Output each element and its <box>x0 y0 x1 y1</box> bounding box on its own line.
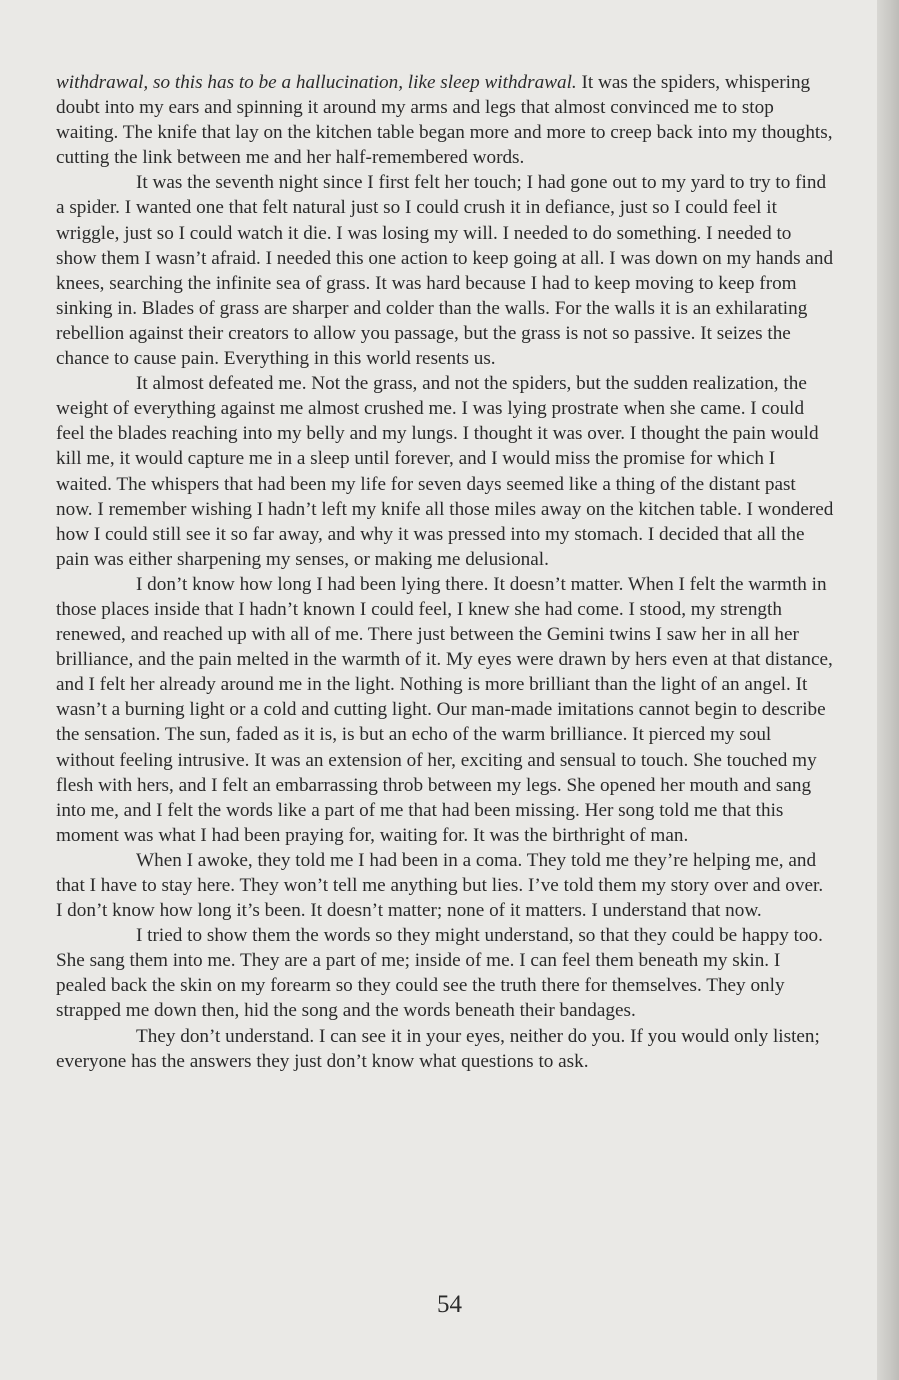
page-edge-shadow <box>877 0 899 1380</box>
body-text <box>56 70 834 1074</box>
italic-lead-text: withdrawal, so this has to be a hallucination, like sleep withdrawal. <box>56 72 577 93</box>
paragraph-4: I don’t know how long I had been lying there. It doesn’t matter. When I felt the warmth in those places inside that I hadn’t known I could feel, I knew she had come. I stood, my strength renewed, and reached up with all of me. There just between the Gemini twins I saw her in all her brilliance, and the pain melted in the warmth of it. My eyes were drawn by hers even at that distance, and I felt her already around me in the light. Nothing is more brilliant than the light of an angel. It wasn’t a burning light or a cold and cutting light. Our man-made imitations cannot begin to describe the sensation. The sun, faded as it is, is but an echo of the warm brilliance. It pierced my soul without feeling intrusive. It was an extension of her, exciting and sensual to touch. She touched my flesh with hers, and I felt an embarrassing throb between my legs. She opened her mouth and sang into me, and I felt the words like a part of me that had been missing. Her song told me that this moment was what I had been praying for, waiting for. It was the birthright of man. <box>56 573 833 846</box>
paragraph-1 <box>56 70 834 170</box>
paragraph-2: It was the seventh night since I first felt her touch; I had gone out to my yard to try to find a spider. I wanted one that felt natural just so I could crush it in defiance, just so I could feel it wriggle, just so I could watch it die. I was losing my will. I needed to do something. I needed to show them I wasn’t afraid. I needed this one action to keep going at all. I was down on my hands and knees, searching the infinite sea of grass. It was hard because I had to keep moving to keep from sinking in. Blades of grass are sharper and colder than the walls. For the walls it is an exhilarating rebellion against their creators to allow you passage, but the grass is not so passive. It seizes the chance to cause pain. Everything in this world resents us. <box>56 172 834 370</box>
paragraph-text: It was the spiders, whispering doubt into my ears and spinning it around my arms and legs that almost convinced me to stop waiting. The knife that lay on the kitchen table began more and more to creep back into my thoughts, cutting the link between me and her half-remembered words. <box>56 72 833 169</box>
paragraph-3: It almost defeated me. Not the grass, and not the spiders, but the sudden realization, the weight of everything against me almost crushed me. I was lying prostrate when she came. I could feel the blades reaching into my belly and my lungs. I thought it was over. I thought the pain would kill me, it would capture me in a sleep until forever, and I would miss the promise for which I waited. The whispers that had been my life for seven days seemed like a thing of the distant past now. I remember wishing I hadn’t left my knife all those miles away on the kitchen table. I wondered how I could still see it so far away, and why it was pressed into my stomach. I decided that all the pain was either sharpening my senses, or making me delusional. <box>56 373 834 570</box>
paragraph-7: They don’t understand. I can see it in your eyes, neither do you. If you would only listen; everyone has the answers they just don’t know what questions to ask. <box>56 1025 820 1072</box>
paragraph-5: When I awoke, they told me I had been in a coma. They told me they’re helping me, and that I have to stay here. They won’t tell me anything but lies. I’ve told them my story over and over. I don’t know how long it’s been. It doesn’t matter; none of it matters. I understand that now. <box>56 849 824 922</box>
page-number: 54 <box>437 1291 462 1318</box>
paragraph-6: I tried to show them the words so they might understand, so that they could be happy too. She sang them into me. They are a part of me; inside of me. I can feel them beneath my skin. I pealed back the skin on my forearm so they could see the truth there for themselves. They only strapped me down then, hid the song and the words beneath their bandages. <box>56 925 823 1022</box>
